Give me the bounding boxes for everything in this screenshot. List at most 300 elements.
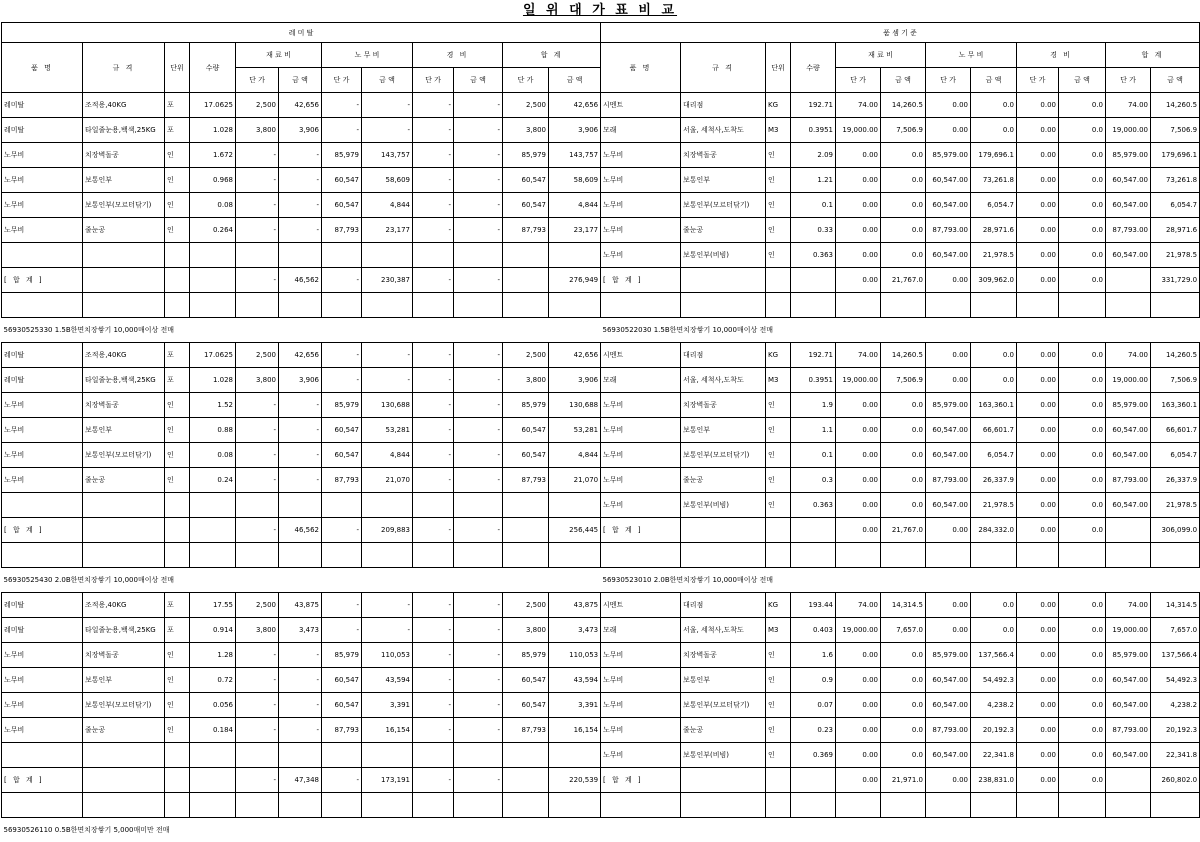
material-amount: 0.0 <box>881 743 926 768</box>
column-header-row <box>601 43 1200 68</box>
total-amount: 220,539 <box>549 768 601 793</box>
labor-amount: 54,492.3 <box>971 668 1017 693</box>
total-amount: 3,906 <box>549 368 601 393</box>
total-unit-price: 87,793 <box>503 468 549 493</box>
blank-cell <box>83 543 165 568</box>
expense-unit-price: - <box>413 668 454 693</box>
header-spec: 규 격 <box>83 43 165 93</box>
expense-unit-price <box>413 493 454 518</box>
material-amount: 0.0 <box>881 443 926 468</box>
expense-unit-price: 0.00 <box>1017 518 1059 543</box>
labor-amount: 21,070 <box>362 468 413 493</box>
unit: M3 <box>766 368 791 393</box>
unit <box>165 518 190 543</box>
total-unit-price: 60,547.00 <box>1106 693 1151 718</box>
material-unit-price: - <box>236 193 279 218</box>
material-unit-price: 3,800 <box>236 118 279 143</box>
material-unit-price: 2,500 <box>236 93 279 118</box>
expense-amount: 0.0 <box>1059 118 1106 143</box>
table-row <box>601 93 1200 118</box>
blank-cell <box>1017 543 1059 568</box>
expense-unit-price: 0.00 <box>1017 143 1059 168</box>
material-unit-price: - <box>236 168 279 193</box>
item-name: 노무비 <box>2 693 83 718</box>
table-row <box>2 168 601 193</box>
total-amount: 179,696.1 <box>1151 143 1200 168</box>
unit: 인 <box>766 218 791 243</box>
material-amount: 47,348 <box>279 768 322 793</box>
quantity: 0.1 <box>791 443 836 468</box>
column-header-row <box>2 43 601 68</box>
table-row <box>601 343 1200 368</box>
expense-unit-price: 0.00 <box>1017 768 1059 793</box>
unit <box>165 243 190 268</box>
spec: 줄눈공 <box>83 218 165 243</box>
expense-amount: 0.0 <box>1059 643 1106 668</box>
material-unit-price: 3,800 <box>236 368 279 393</box>
material-unit-price: 0.00 <box>836 668 881 693</box>
labor-amount: 238,831.0 <box>971 768 1017 793</box>
labor-unit-price: - <box>322 768 362 793</box>
unit: 인 <box>766 443 791 468</box>
material-unit-price: - <box>236 418 279 443</box>
labor-amount: 28,971.6 <box>971 218 1017 243</box>
table-row <box>601 668 1200 693</box>
material-amount: 0.0 <box>881 168 926 193</box>
labor-amount: 58,609 <box>362 168 413 193</box>
total-amount: 4,238.2 <box>1151 693 1200 718</box>
blank-cell <box>454 293 503 318</box>
blank-cell <box>971 543 1017 568</box>
labor-unit-price: 85,979 <box>322 643 362 668</box>
spec <box>681 268 766 293</box>
table-row <box>601 468 1200 493</box>
total-unit-price: 74.00 <box>1106 343 1151 368</box>
unit <box>165 743 190 768</box>
spec <box>83 743 165 768</box>
spec: 줄눈공 <box>83 468 165 493</box>
expense-unit-price: - <box>413 368 454 393</box>
quantity: 0.056 <box>190 693 236 718</box>
unit: 인 <box>766 718 791 743</box>
expense-unit-price: - <box>413 693 454 718</box>
item-name: 레미탈 <box>2 593 83 618</box>
item-name: 노무비 <box>601 243 681 268</box>
blank-cell <box>926 793 971 818</box>
subtotal-label: [ 합 계 ] <box>601 768 681 793</box>
total-unit-price: 2,500 <box>503 93 549 118</box>
header-material: 재 료 비 <box>836 43 926 68</box>
quantity: 1.21 <box>791 168 836 193</box>
labor-unit-price <box>322 243 362 268</box>
total-amount: 7,506.9 <box>1151 118 1200 143</box>
blank-cell <box>1151 793 1200 818</box>
spec: 치장벽돌공 <box>681 643 766 668</box>
table-row <box>2 468 601 493</box>
expense-unit-price: - <box>413 218 454 243</box>
expense-amount: - <box>454 168 503 193</box>
labor-amount: - <box>362 593 413 618</box>
expense-amount: 0.0 <box>1059 418 1106 443</box>
blank-cell <box>881 543 926 568</box>
material-unit-price: 0.00 <box>836 768 881 793</box>
table-row <box>2 193 601 218</box>
blank-cell <box>165 793 190 818</box>
table-row <box>2 118 601 143</box>
expense-amount: 0.0 <box>1059 668 1106 693</box>
total-amount: 21,070 <box>549 468 601 493</box>
subtotal-row <box>2 268 601 293</box>
quantity: 1.028 <box>190 368 236 393</box>
blank-cell <box>190 793 236 818</box>
blank-cell <box>413 293 454 318</box>
blank-cell <box>549 793 601 818</box>
quantity: 1.1 <box>791 418 836 443</box>
table-row <box>2 443 601 468</box>
labor-amount: 66,601.7 <box>971 418 1017 443</box>
total-amount: 163,360.1 <box>1151 393 1200 418</box>
quantity: 1.52 <box>190 393 236 418</box>
labor-unit-price: 87,793.00 <box>926 218 971 243</box>
spec: 대리점 <box>681 343 766 368</box>
header-amount: 금 액 <box>1059 68 1106 93</box>
spec: 보통인부 <box>83 168 165 193</box>
expense-amount: 0.0 <box>1059 443 1106 468</box>
blank-cell <box>165 293 190 318</box>
material-unit-price: 0.00 <box>836 193 881 218</box>
blank-cell <box>836 293 881 318</box>
expense-unit-price: 0.00 <box>1017 343 1059 368</box>
labor-amount: 20,192.3 <box>971 718 1017 743</box>
total-amount: 22,341.8 <box>1151 743 1200 768</box>
table-row <box>2 668 601 693</box>
header-amount: 금 액 <box>279 68 322 93</box>
labor-unit-price: 85,979 <box>322 143 362 168</box>
blank-cell <box>2 793 83 818</box>
spec: 보통인부(모르터닦기) <box>83 443 165 468</box>
expense-amount: 0.0 <box>1059 218 1106 243</box>
blank-row <box>2 793 601 818</box>
material-amount: 0.0 <box>881 393 926 418</box>
expense-amount: 0.0 <box>1059 243 1106 268</box>
expense-unit-price: 0.00 <box>1017 743 1059 768</box>
material-amount: 0.0 <box>881 718 926 743</box>
total-unit-price <box>1106 518 1151 543</box>
expense-unit-price: 0.00 <box>1017 618 1059 643</box>
expense-amount: - <box>454 143 503 168</box>
quantity: 0.07 <box>791 693 836 718</box>
total-amount: 20,192.3 <box>1151 718 1200 743</box>
material-unit-price: 0.00 <box>836 743 881 768</box>
material-amount: 7,506.9 <box>881 368 926 393</box>
unit: 인 <box>165 718 190 743</box>
labor-amount: 143,757 <box>362 143 413 168</box>
total-unit-price <box>1106 268 1151 293</box>
material-amount: - <box>279 218 322 243</box>
labor-unit-price: 0.00 <box>926 118 971 143</box>
section-label-row <box>601 568 1200 593</box>
item-name: 노무비 <box>601 743 681 768</box>
header-unit-price: 단 가 <box>836 68 881 93</box>
expense-amount: - <box>454 418 503 443</box>
expense-unit-price: 0.00 <box>1017 118 1059 143</box>
labor-unit-price: - <box>322 618 362 643</box>
material-unit-price: 0.00 <box>836 168 881 193</box>
item-name: 노무비 <box>2 168 83 193</box>
page-title: 일 위 대 가 표 비 교 <box>0 2 1200 19</box>
quantity: 17.0625 <box>190 93 236 118</box>
quantity: 1.9 <box>791 393 836 418</box>
item-name: 노무비 <box>2 443 83 468</box>
labor-unit-price: 87,793 <box>322 468 362 493</box>
total-amount: 306,099.0 <box>1151 518 1200 543</box>
expense-unit-price: - <box>413 93 454 118</box>
expense-unit-price: - <box>413 343 454 368</box>
material-amount: 21,767.0 <box>881 518 926 543</box>
subtotal-row <box>2 518 601 543</box>
material-unit-price: 74.00 <box>836 93 881 118</box>
unit: 인 <box>766 193 791 218</box>
table-row <box>601 368 1200 393</box>
blank-cell <box>1017 293 1059 318</box>
expense-amount <box>454 243 503 268</box>
unit <box>766 268 791 293</box>
material-amount: - <box>279 643 322 668</box>
right-comparison-table <box>600 22 1200 842</box>
expense-amount: - <box>454 393 503 418</box>
section-label-row <box>601 818 1200 842</box>
labor-unit-price: 0.00 <box>926 593 971 618</box>
header-expense: 경 비 <box>413 43 503 68</box>
labor-amount: 26,337.9 <box>971 468 1017 493</box>
expense-amount: 0.0 <box>1059 693 1106 718</box>
quantity: 0.23 <box>791 718 836 743</box>
labor-unit-price: 0.00 <box>926 768 971 793</box>
expense-amount: 0.0 <box>1059 618 1106 643</box>
labor-amount: 4,844 <box>362 193 413 218</box>
expense-unit-price: 0.00 <box>1017 368 1059 393</box>
total-amount: 43,875 <box>549 593 601 618</box>
expense-unit-price: - <box>413 768 454 793</box>
quantity <box>190 268 236 293</box>
blank-cell <box>1059 543 1106 568</box>
item-name: 노무비 <box>601 143 681 168</box>
expense-unit-price: - <box>413 718 454 743</box>
material-unit-price: 0.00 <box>836 393 881 418</box>
material-unit-price: - <box>236 668 279 693</box>
blank-cell <box>549 543 601 568</box>
expense-unit-price: - <box>413 643 454 668</box>
item-name: 노무비 <box>2 393 83 418</box>
expense-amount: - <box>454 93 503 118</box>
spec: 보통인부 <box>681 168 766 193</box>
labor-unit-price: 60,547.00 <box>926 418 971 443</box>
material-amount: 3,906 <box>279 118 322 143</box>
unit <box>165 493 190 518</box>
expense-amount <box>454 493 503 518</box>
unit: 인 <box>766 243 791 268</box>
item-name: 노무비 <box>601 493 681 518</box>
total-amount <box>549 743 601 768</box>
section-label-row <box>601 318 1200 343</box>
quantity: 0.72 <box>190 668 236 693</box>
item-name: 모래 <box>601 368 681 393</box>
total-amount: 130,688 <box>549 393 601 418</box>
unit: M3 <box>766 618 791 643</box>
material-unit-price: - <box>236 393 279 418</box>
expense-unit-price: 0.00 <box>1017 268 1059 293</box>
expense-unit-price: 0.00 <box>1017 193 1059 218</box>
blank-cell <box>791 293 836 318</box>
unit: 포 <box>165 618 190 643</box>
table-row <box>601 593 1200 618</box>
table-row <box>601 493 1200 518</box>
blank-cell <box>279 543 322 568</box>
total-unit-price: 60,547 <box>503 168 549 193</box>
header-unit-price: 단 가 <box>503 68 549 93</box>
blank-row <box>601 293 1200 318</box>
section-label: 56930523010 2.0B한면치장쌓기 10,000매이상 전매 <box>601 568 1200 593</box>
blank-cell <box>2 293 83 318</box>
total-amount: 42,656 <box>549 343 601 368</box>
spec: 보통인부(모르터닦기) <box>83 693 165 718</box>
total-amount: 23,177 <box>549 218 601 243</box>
table-row <box>2 693 601 718</box>
total-amount: 4,844 <box>549 443 601 468</box>
labor-amount: 0.0 <box>971 618 1017 643</box>
item-name: 노무비 <box>2 418 83 443</box>
labor-amount: 4,238.2 <box>971 693 1017 718</box>
blank-cell <box>1106 293 1151 318</box>
header-amount: 금 액 <box>549 68 601 93</box>
labor-amount: 0.0 <box>971 118 1017 143</box>
item-name: 시멘트 <box>601 93 681 118</box>
expense-amount: 0.0 <box>1059 193 1106 218</box>
spec: 조적용,40KG <box>83 343 165 368</box>
section-label-row <box>2 568 601 593</box>
total-unit-price: 60,547.00 <box>1106 243 1151 268</box>
spec: 치장벽돌공 <box>681 393 766 418</box>
item-name: 노무비 <box>601 718 681 743</box>
total-amount: 66,601.7 <box>1151 418 1200 443</box>
material-amount: 0.0 <box>881 193 926 218</box>
material-amount: 3,473 <box>279 618 322 643</box>
total-unit-price: 85,979.00 <box>1106 143 1151 168</box>
quantity: 0.363 <box>791 493 836 518</box>
blank-cell <box>601 793 681 818</box>
quantity: 0.9 <box>791 668 836 693</box>
spec: 치장벽돌공 <box>83 143 165 168</box>
total-unit-price: 60,547 <box>503 693 549 718</box>
material-amount: - <box>279 468 322 493</box>
spec <box>681 768 766 793</box>
labor-unit-price: 87,793 <box>322 218 362 243</box>
item-name: 노무비 <box>2 218 83 243</box>
spec: 조적용,40KG <box>83 93 165 118</box>
labor-unit-price: - <box>322 118 362 143</box>
labor-unit-price: 85,979 <box>322 393 362 418</box>
section-label-row <box>2 318 601 343</box>
labor-amount: 230,387 <box>362 268 413 293</box>
item-name: 노무비 <box>601 693 681 718</box>
header-total: 합 계 <box>503 43 601 68</box>
total-unit-price <box>503 243 549 268</box>
expense-unit-price: - <box>413 118 454 143</box>
unit: 포 <box>165 343 190 368</box>
spec: 치장벽돌공 <box>681 143 766 168</box>
expense-amount: 0.0 <box>1059 143 1106 168</box>
quantity: 0.264 <box>190 218 236 243</box>
material-unit-price <box>236 243 279 268</box>
total-unit-price: 60,547 <box>503 668 549 693</box>
material-amount: 43,875 <box>279 593 322 618</box>
expense-unit-price: 0.00 <box>1017 93 1059 118</box>
material-unit-price: - <box>236 468 279 493</box>
total-unit-price: 3,800 <box>503 368 549 393</box>
material-amount: - <box>279 718 322 743</box>
quantity: 0.403 <box>791 618 836 643</box>
spec: 보통인부 <box>83 418 165 443</box>
labor-amount: 0.0 <box>971 593 1017 618</box>
left-comparison-table <box>1 22 601 842</box>
total-amount: 53,281 <box>549 418 601 443</box>
item-name: 레미탈 <box>2 118 83 143</box>
labor-amount: 179,696.1 <box>971 143 1017 168</box>
spec <box>83 243 165 268</box>
material-unit-price: - <box>236 518 279 543</box>
blank-row <box>2 293 601 318</box>
header-material: 재 료 비 <box>236 43 322 68</box>
unit: KG <box>766 343 791 368</box>
expense-unit-price: 0.00 <box>1017 693 1059 718</box>
spec: 보통인부(비빔) <box>681 493 766 518</box>
quantity <box>190 243 236 268</box>
expense-unit-price: - <box>413 143 454 168</box>
total-amount: 331,729.0 <box>1151 268 1200 293</box>
unit: 인 <box>165 393 190 418</box>
material-unit-price: 0.00 <box>836 643 881 668</box>
total-amount <box>549 243 601 268</box>
spec: 서울, 세척사,도착도 <box>681 118 766 143</box>
blank-cell <box>766 543 791 568</box>
labor-amount: 22,341.8 <box>971 743 1017 768</box>
item-name: 시멘트 <box>601 593 681 618</box>
material-amount <box>279 493 322 518</box>
total-unit-price <box>1106 768 1151 793</box>
material-amount: 0.0 <box>881 218 926 243</box>
item-name: 노무비 <box>2 468 83 493</box>
header-unit-price: 단 가 <box>236 68 279 93</box>
blank-cell <box>236 293 279 318</box>
header-spec: 규 격 <box>681 43 766 93</box>
unit: 인 <box>766 493 791 518</box>
table-row <box>601 743 1200 768</box>
table-row <box>2 618 601 643</box>
blank-cell <box>836 543 881 568</box>
expense-unit-price: - <box>413 518 454 543</box>
labor-amount: 73,261.8 <box>971 168 1017 193</box>
unit: 인 <box>766 168 791 193</box>
table-row <box>2 93 601 118</box>
section-label: 56930522030 1.5B한면치장쌓기 10,000매이상 전매 <box>601 318 1200 343</box>
total-unit-price: 60,547.00 <box>1106 168 1151 193</box>
header-unit: 단위 <box>766 43 791 93</box>
labor-unit-price: 85,979.00 <box>926 643 971 668</box>
total-unit-price: 85,979 <box>503 643 549 668</box>
material-amount: 46,562 <box>279 518 322 543</box>
spec: 보통인부 <box>681 418 766 443</box>
expense-amount <box>454 743 503 768</box>
